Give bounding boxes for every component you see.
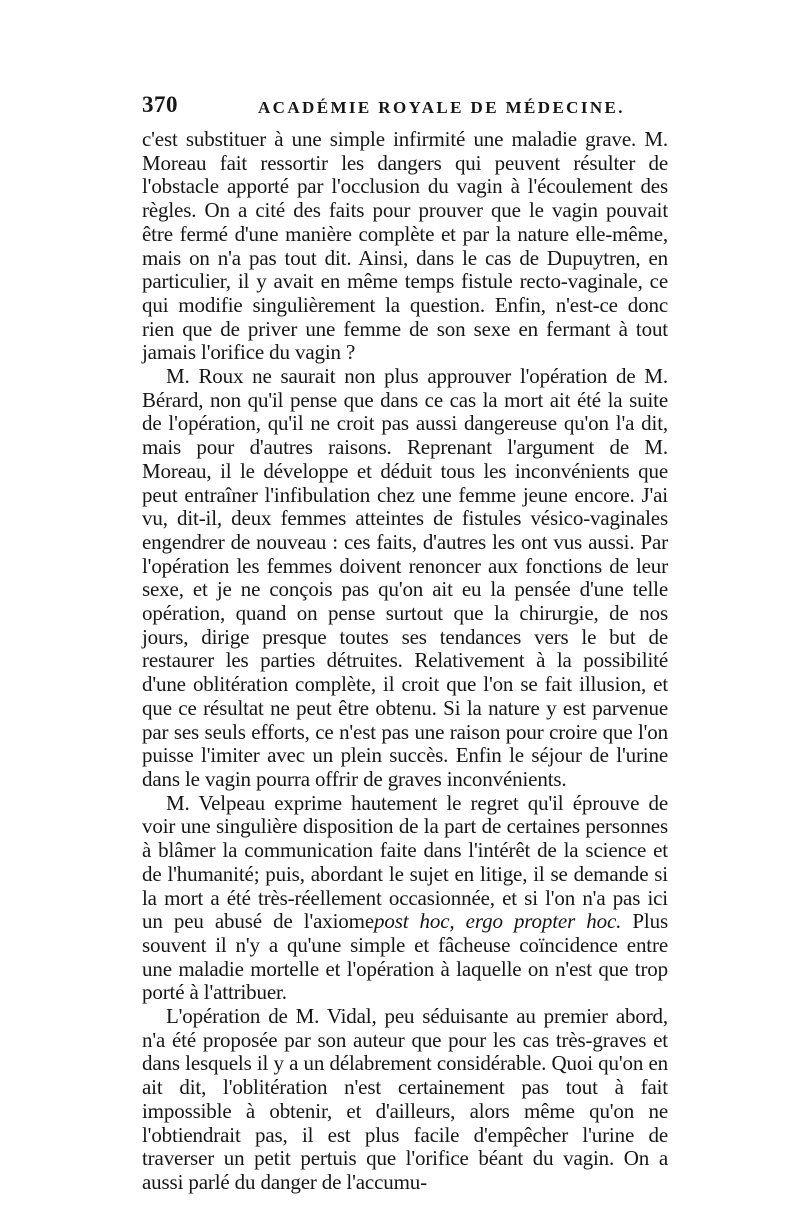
latin-axiom: post hoc, ergo propter hoc.: [374, 909, 622, 934]
paragraph-roux: M. Roux ne saurait non plus approuver l'opération de M. Bérard, non qu'il pense que dans ce cas la mort ait été la suite de l'opération, qu'il ne croit pas aussi dangereuse qu'on l'a dit, mais pour d'autres raisons. Reprenant l'argument de M. Moreau, il le développe et déduit tous les inconvénients que peut entraîner l'infibulation chez une femme jeune encore. J'ai vu, dit-il, deux femmes atteintes de fistules vésico-vaginales engendrer de nouveau : ces faits, d'autres les ont vus aussi. Par l'opération les femmes doivent renoncer aux fonctions de leur sexe, et je ne conçois pas qu'on ait eu la pensée d'une telle opération, quand on pense surtout que la chirurgie, de nos jours, dirige presque toutes ses tendances vers le but de restaurer les parties détruites. Relativement à la possibilité d'une oblitération complète, il croit que l'on se fait illusion, et que ce résultat ne peut être obtenu. Si la nature y est parvenue par ses seuls efforts, ce n'est pas une raison pour croire que l'on puisse l'imiter avec un plein succès. Enfin le séjour de l'urine dans le vagin pourra offrir de graves inconvénients.: [142, 364, 668, 791]
paragraph-moreau-continuation: c'est substituer à une simple infirmité une maladie grave. M. Moreau fait ressortir les dangers qui peuvent résulter de l'obstacle apporté par l'occlusion du vagin à l'écoulement des règles. On a cité des faits pour prouver que le vagin pouvait être fermé d'une manière complète et par la nature elle-même, mais on n'a pas tout dit. Ainsi, dans le cas de Dupuytren, en particulier, il y avait en même temps fistule recto-vaginale, ce qui modifie singulièrement la question. Enfin, n'est-ce donc rien que de priver une femme de son sexe en fermant à tout jamais l'orifice du vagin ?: [142, 127, 668, 365]
paragraph-velpeau-text-after: Plus souvent il n'y a qu'une simple et fâcheuse coïncidence entre une maladie mortelle et l'opération à laquelle on n'est que trop porté à l'attribuer.: [142, 909, 668, 1005]
paragraph-velpeau-text-before: M. Velpeau exprime hautement le regret qu'il éprouve de voir une singulière disposition de la part de certaines personnes à blâmer la communication faite dans l'intérêt de la science et de l'humanité; puis, abordant le sujet en litige, il se demande si la mort a été très-réellement occasionnée, et si l'on n'a pas ici un peu abusé de l'axiome: [142, 790, 668, 934]
paragraph-velpeau: [142, 792, 668, 1005]
paragraph-vidal: L'opération de M. Vidal, peu séduisante au premier abord, n'a été proposée par son auteur que pour les cas très-graves et dans lesquels il y a un délabrement considérable. Quoi qu'on en ait dit, l'oblitération n'est certainement pas tout à fait impossible à obtenir, et d'ailleurs, alors même qu'on ne l'obtiendrait pas, il est plus facile d'empêcher l'urine de traverser un petit pertuis que l'orifice béant du vagin. On a aussi parlé du danger de l'accumu-: [142, 1004, 668, 1194]
running-head: ACADÉMIE ROYALE DE MÉDECINE.: [258, 98, 625, 117]
body-text: [142, 128, 668, 1195]
page-header: [142, 92, 662, 126]
page-number: 370: [142, 92, 178, 117]
